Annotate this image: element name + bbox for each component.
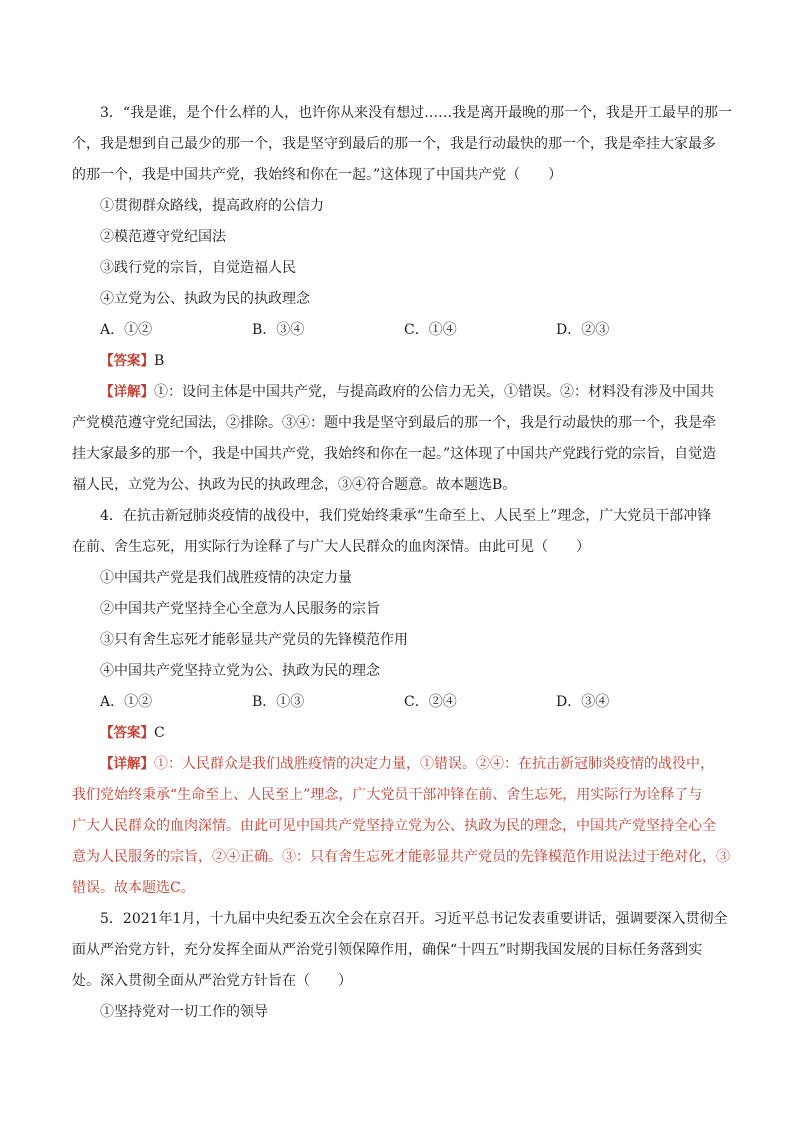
statement-item: ③只有舍生忘死才能彰显共产党员的先锋模范作用 — [100, 632, 408, 648]
question-stem-line: 3．“我是谁，是个什么样的人，也许你从来没有想过……我是离开最晚的那一个，我是开工最早的那一 — [100, 105, 733, 121]
answer-tag: 【答案】 — [100, 725, 154, 741]
explanation-line: 产党模范遵守党纪国法，②排除。③④：题中我是坚守到最后的那一个，我是行动最快的那一个，我是牵 — [72, 415, 716, 431]
statement-item: ②模范遵守党纪国法 — [100, 229, 226, 245]
statement-item: ④中国共产党坚持立党为公、执政为民的理念 — [100, 663, 380, 679]
question-stem-line: 4．在抗击新冠肺炎疫情的战役中，我们党始终秉承“生命至上、人民至上”理念，广大党员干部冲锋 — [100, 508, 712, 524]
statement-item: ②中国共产党坚持全心全意为人民服务的宗旨 — [100, 601, 380, 617]
option-a: A．①② — [100, 322, 153, 338]
explanation-line: 错误。故本题选C。 — [72, 880, 195, 896]
statement-item: ①贯彻群众路线，提高政府的公信力 — [100, 198, 324, 214]
question-stem-line: 处。深入贯彻全面从严治党方针旨在（ ） — [72, 973, 352, 989]
explanation-tag: 【详解】 — [100, 384, 154, 400]
option-d: D．②③ — [556, 322, 610, 338]
answer-line — [72, 718, 722, 749]
statement-item: ①中国共产党是我们战胜疫情的决定力量 — [100, 570, 352, 586]
explanation-tag: 【详解】 — [100, 756, 154, 772]
question-5 — [72, 904, 728, 1028]
option-b: B．①③ — [252, 694, 305, 710]
statement-item: ①坚持党对一切工作的领导 — [100, 1004, 268, 1020]
question-stem-line: 的那一个，我是中国共产党，我始终和你在一起。”这体现了中国共产党（ ） — [72, 167, 563, 183]
explanation-text: ①：人民群众是我们战胜疫情的决定力量，①错误。②④：在抗击新冠肺炎疫情的战役中， — [154, 756, 714, 772]
question-stem-line: 在前、舍生忘死，用实际行为诠释了与广大人民群众的血肉深情。由此可见（ ） — [72, 539, 590, 555]
answer-options — [72, 687, 722, 718]
answer-options — [72, 315, 722, 346]
option-d: D．③④ — [556, 694, 610, 710]
statement-item: ③践行党的宗旨，自觉造福人民 — [100, 260, 296, 276]
question-3 — [72, 98, 733, 501]
option-c: C．②④ — [404, 694, 457, 710]
answer-value: C — [154, 725, 165, 741]
answer-tag: 【答案】 — [100, 353, 154, 369]
option-c: C．①④ — [404, 322, 457, 338]
option-b: B．③④ — [252, 322, 305, 338]
question-stem-line: 个，我是想到自己最少的那一个，我是坚守到最后的那一个，我是行动最快的那一个，我是牵挂大家最多 — [72, 136, 716, 152]
answer-value: B — [154, 353, 165, 369]
question-4 — [72, 501, 730, 904]
explanation-line: 意为人民服务的宗旨，②④正确。③：只有舍生忘死才能彰显共产党员的先锋模范作用说法过于绝对化，③ — [72, 849, 730, 865]
explanation-line: 广大人民群众的血肉深情。由此可见中国共产党坚持立党为公、执政为民的理念，中国共产党坚持全心全 — [72, 818, 716, 834]
explanation-line — [72, 377, 722, 408]
explanation-line: 挂大家最多的那一个，我是中国共产党，我始终和你在一起。”这体现了中国共产党践行党的宗旨，自觉造 — [72, 446, 717, 462]
question-stem-line: 5．2021年1月，十九届中央纪委五次全会在京召开。习近平总书记发表重要讲话，强调要深入贯彻全 — [100, 911, 728, 927]
explanation-line — [72, 749, 722, 780]
explanation-line: 我们党始终秉承“生命至上、人民至上”理念，广大党员干部冲锋在前、舍生忘死，用实际行为诠释了与 — [72, 787, 703, 803]
statement-item: ④立党为公、执政为民的执政理念 — [100, 291, 310, 307]
explanation-line: 福人民，立党为公、执政为民的执政理念，③④符合题意。故本题选B。 — [72, 477, 517, 493]
explanation-text: ①：设问主体是中国共产党，与提高政府的公信力无关，①错误。②：材料没有涉及中国共 — [154, 384, 714, 400]
question-stem-line: 面从严治党方针，充分发挥全面从严治党引领保障作用，确保“十四五”时期我国发展的目标任务落到实 — [72, 942, 703, 958]
answer-line — [72, 346, 722, 377]
option-a: A．①② — [100, 694, 153, 710]
